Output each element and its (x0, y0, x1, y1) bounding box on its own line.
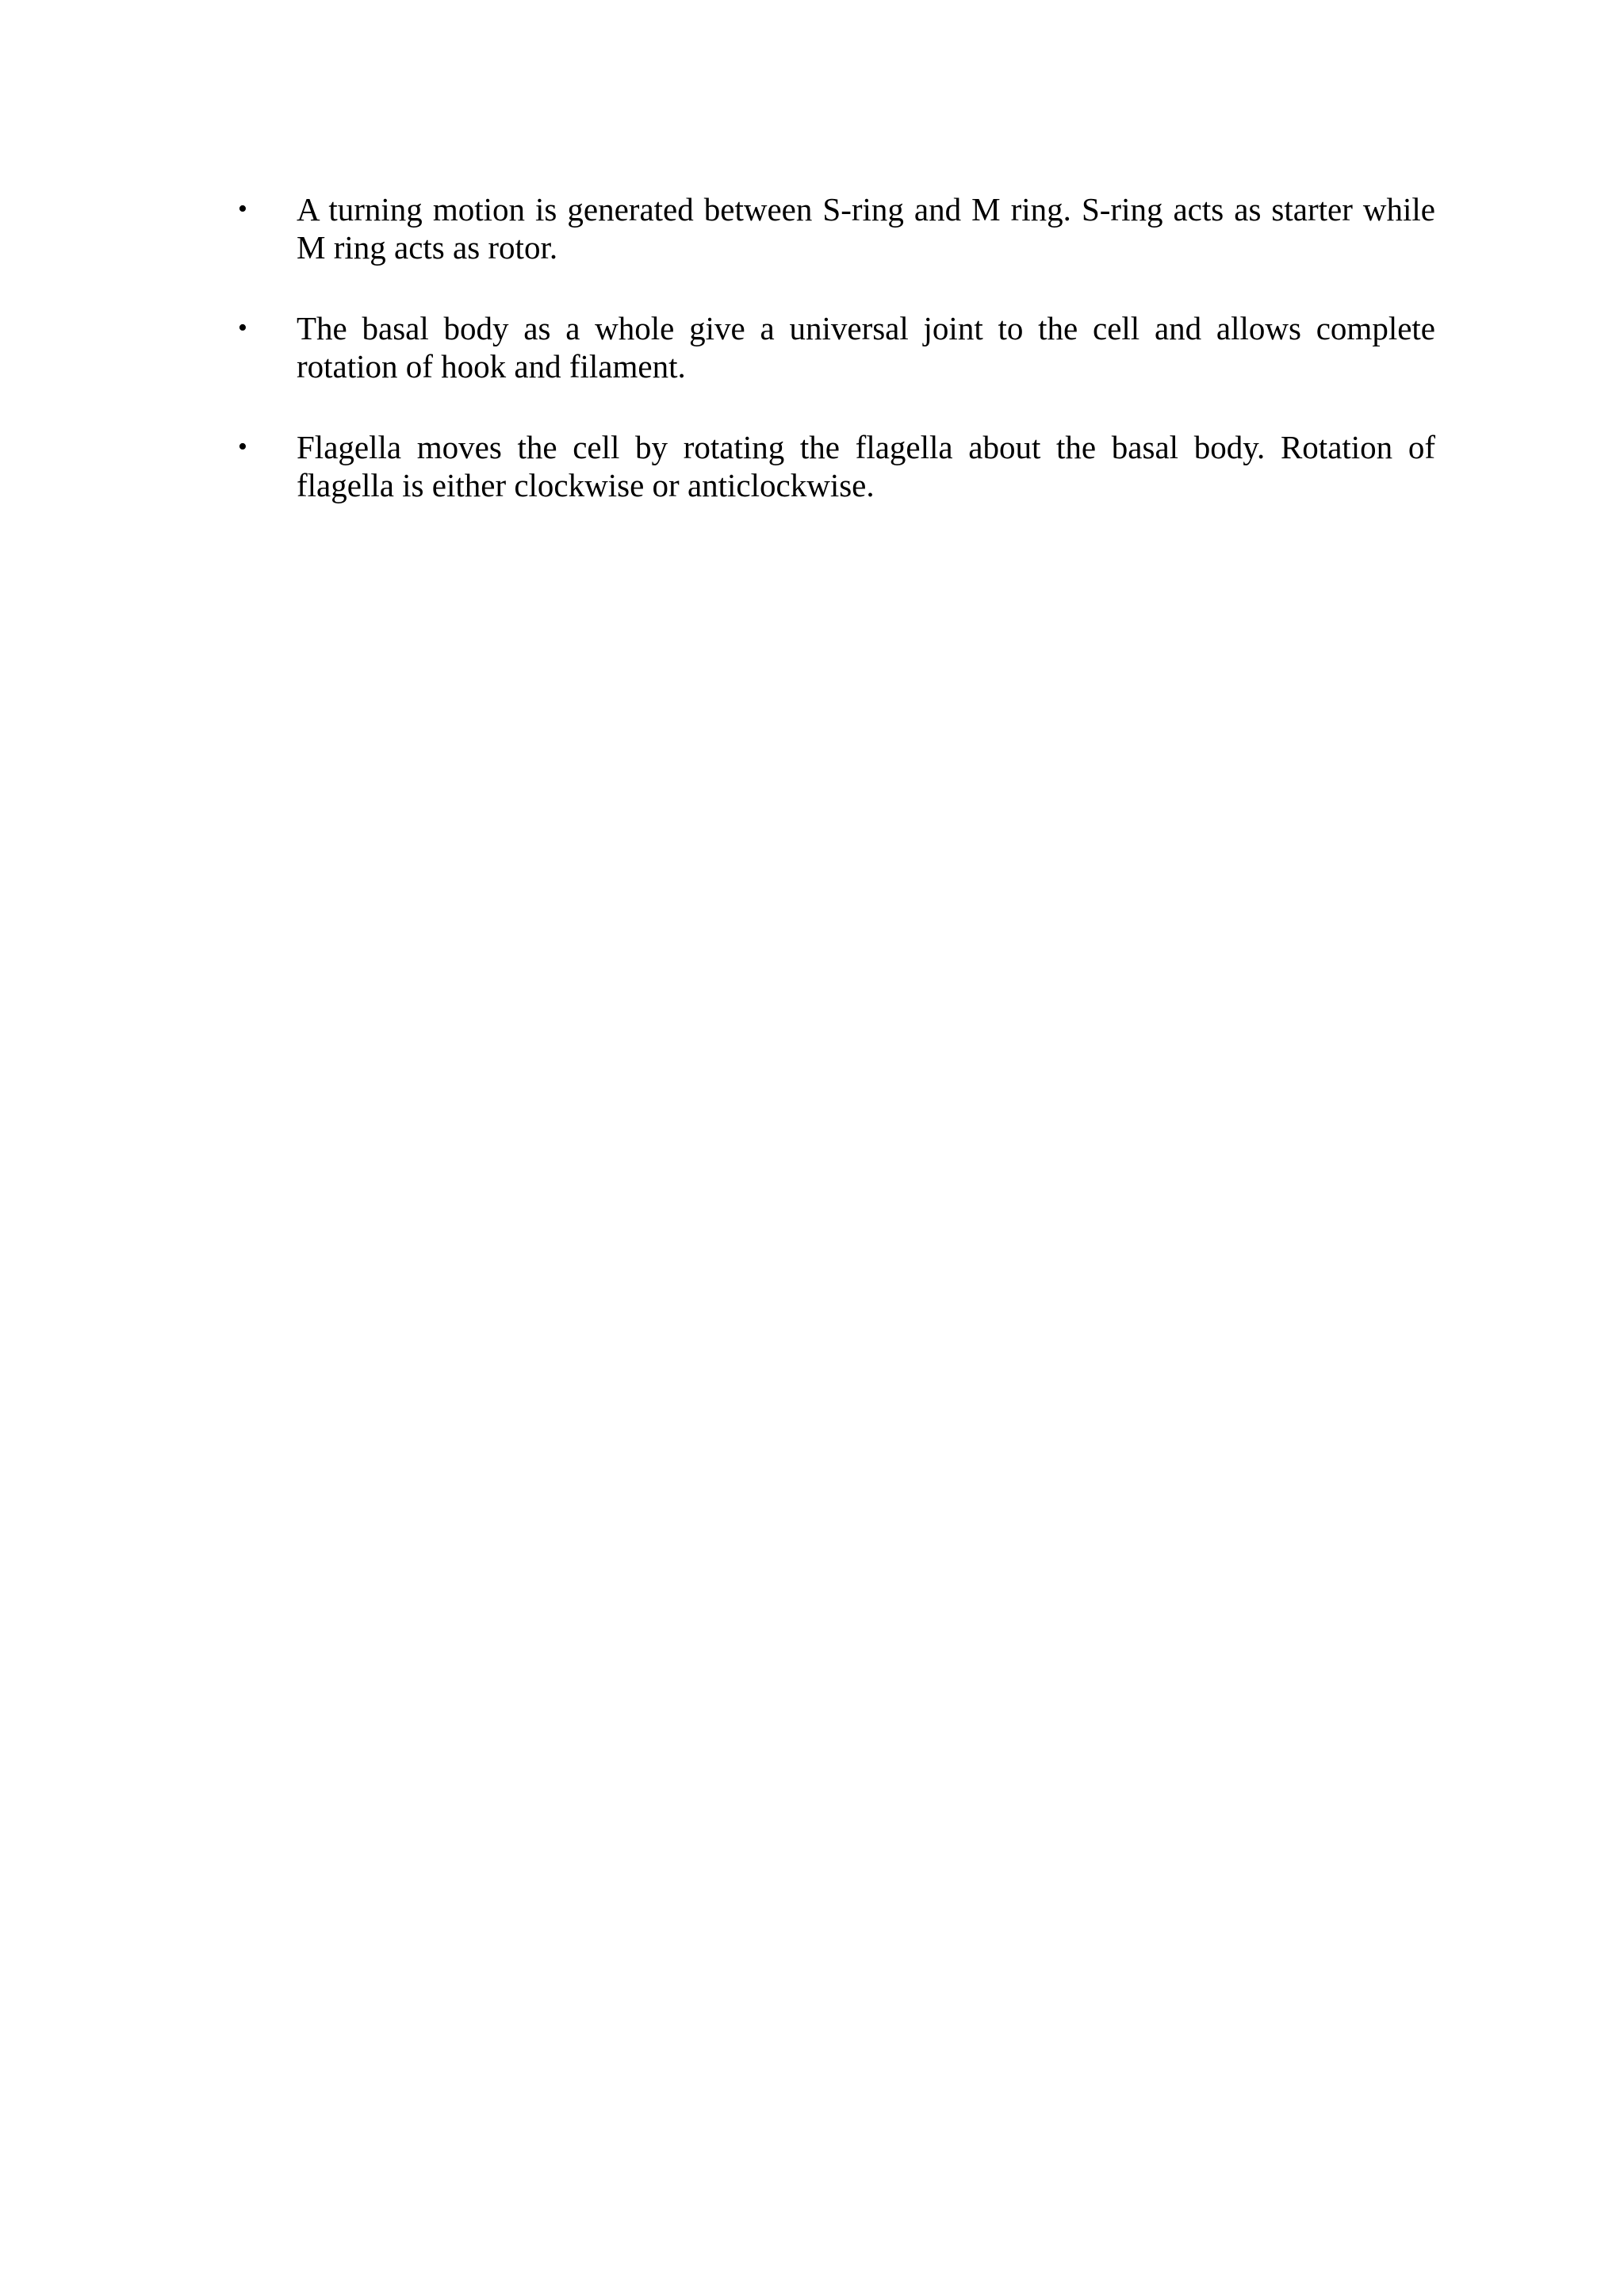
bullet-icon: • (238, 194, 247, 224)
bullet-list (238, 190, 1435, 547)
list-item (238, 190, 1435, 266)
bullet-icon: • (238, 313, 247, 342)
list-item (238, 309, 1435, 385)
paragraph-text: A turning motion is generated between S-ring and M ring. S-ring acts as starter while M ring acts as rotor. (297, 191, 1435, 266)
paragraph-text: Flagella moves the cell by rotating the flagella about the basal body. Rotation of flagella is either clockwise or anticlockwise. (297, 429, 1435, 503)
paragraph-text: The basal body as a whole give a universal joint to the cell and allows complete rotation of hook and filament. (297, 310, 1435, 385)
bullet-icon: • (238, 432, 247, 461)
list-item (238, 428, 1435, 504)
